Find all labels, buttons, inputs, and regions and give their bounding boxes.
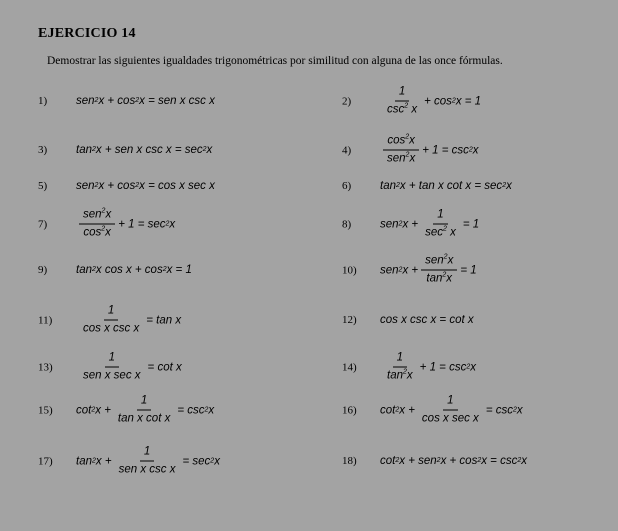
denominator: $\sec^2 x$ [425, 225, 456, 239]
exercise-16 [342, 395, 523, 426]
exercise-9 [38, 264, 192, 276]
exercise-1 [38, 95, 215, 107]
fraction [79, 352, 145, 383]
exercise-number: 3) [38, 144, 48, 156]
numerator: 1 [443, 395, 457, 411]
exercise-number: 7) [38, 218, 48, 230]
fraction [383, 86, 421, 117]
identity-expression: $\frac{sen^2x}{\cos^2x}$ + 1 = sec 2 x [76, 209, 175, 240]
identity-expression: $\frac{\cos^2x}{sen^2x}$ + 1 = csc 2 x [380, 135, 479, 166]
exercise-10 [342, 255, 477, 286]
numerator: 1 [140, 446, 154, 462]
exercise-17 [38, 446, 220, 477]
identity-expression: cot 2 x + $\frac{1}{\text{tan x cot x}}$ = csc 2 x [76, 394, 215, 425]
identity-expression: cot 2 x + sen 2 x + cos 2 x = csc 2 x [380, 455, 527, 467]
identity-expression: $\frac{1}{\csc^2 x}$ + cos 2 x = 1 [380, 86, 481, 117]
fraction [421, 209, 460, 240]
exercise-15 [38, 395, 214, 426]
identity-expression: sen 2 x + $\frac{sen^2x}{\tan^2x}$ = 1 [380, 253, 477, 285]
exercise-number: 16) [342, 404, 357, 416]
numerator: 1 [395, 86, 409, 102]
identity-expression: $\frac{1}{\tan^2x}$ + 1 = csc 2 x [380, 352, 476, 383]
fraction [79, 209, 115, 240]
denominator: cos x sec x [421, 412, 479, 425]
identity-expression: sen 2 x + cos 2 x = sen x csc x [76, 95, 215, 107]
exercise-2 [342, 86, 481, 117]
exercise-18 [342, 455, 527, 467]
exercise-3 [38, 144, 212, 156]
exercise-title: EJERCICIO 14 [38, 26, 136, 41]
exercise-14 [342, 352, 476, 383]
exercise-number: 12) [342, 314, 357, 326]
numerator: 1 [104, 305, 118, 321]
exercise-number: 5) [38, 180, 48, 192]
exercise-number: 14) [342, 361, 357, 373]
exercise-5 [38, 180, 215, 192]
numerator: sen$^2$x [421, 255, 457, 271]
numerator: 1 [137, 395, 151, 411]
denominator: sen x sec x [83, 369, 141, 382]
instructions: Demostrar las siguientes igualdades trigonométricas por similitud con alguna de las once fórmulas. [47, 55, 503, 67]
identity-expression: tan 2 x + $\frac{1}{\text{sen x csc x}}$ = sec 2 x [76, 445, 220, 476]
exercise-4 [342, 135, 479, 166]
identity-expression: $\frac{1}{\text{cos x csc x}}$ = tan x [76, 305, 181, 336]
identity-expression: sen 2 x + $\frac{1}{\sec^2 x}$ = 1 [380, 208, 480, 239]
fraction [421, 255, 457, 286]
numerator: 1 [393, 352, 407, 368]
exercise-number: 10) [342, 264, 357, 276]
fraction [383, 352, 417, 383]
identity-expression: sen 2 x + cos 2 x = cos x sec x [76, 180, 215, 192]
exercise-number: 9) [38, 264, 48, 276]
exercise-number: 15) [38, 404, 53, 416]
denominator: $\tan^2x$ [387, 368, 413, 382]
exercise-11 [38, 305, 181, 336]
numerator: $\cos^2x$ [383, 135, 419, 151]
exercise-12 [342, 314, 474, 326]
denominator: sen x csc x [118, 463, 176, 476]
exercise-13 [38, 352, 182, 383]
identity-expression: tan 2 x cos x + cos 2 x = 1 [76, 264, 192, 276]
numerator: sen$^2$x [79, 209, 115, 225]
exercise-number: 13) [38, 361, 53, 373]
fraction [418, 395, 483, 426]
fraction [383, 135, 419, 166]
exercise-number: 2) [342, 95, 352, 107]
denominator: $\csc^2 x$ [387, 102, 418, 116]
denominator: $\cos^2x$ [83, 225, 111, 239]
denominator: cos x csc x [83, 322, 140, 335]
identity-expression: cos x csc x = cot x [380, 314, 474, 326]
identity-expression: tan 2 x + sen x csc x = sec 2 x [76, 144, 213, 156]
exercise-8 [342, 209, 479, 240]
exercise-number: 17) [38, 455, 53, 467]
exercise-number: 6) [342, 180, 352, 192]
identity-expression: tan 2 x + tan x cot x = sec 2 x [380, 180, 512, 192]
fraction [114, 395, 174, 426]
exercise-number: 1) [38, 95, 48, 107]
fraction [79, 305, 143, 336]
denominator: $\tan^2x$ [426, 271, 453, 285]
exercise-6 [342, 180, 512, 192]
denominator: tan x cot x [117, 412, 171, 425]
exercise-number: 4) [342, 144, 352, 156]
denominator: sen$^2$x [387, 151, 416, 165]
exercise-number: 8) [342, 218, 352, 230]
numerator: 1 [433, 209, 447, 225]
identity-expression: $\frac{1}{\text{sen x sec x}}$ = cot x [76, 352, 182, 383]
fraction [115, 446, 180, 477]
identity-expression: cot 2 x + $\frac{1}{\text{cos x sec x}}$ = csc 2 x [380, 394, 523, 425]
exercise-number: 18) [342, 455, 357, 467]
numerator: 1 [105, 352, 119, 368]
exercise-number: 11) [38, 314, 53, 326]
exercise-7 [38, 209, 175, 240]
